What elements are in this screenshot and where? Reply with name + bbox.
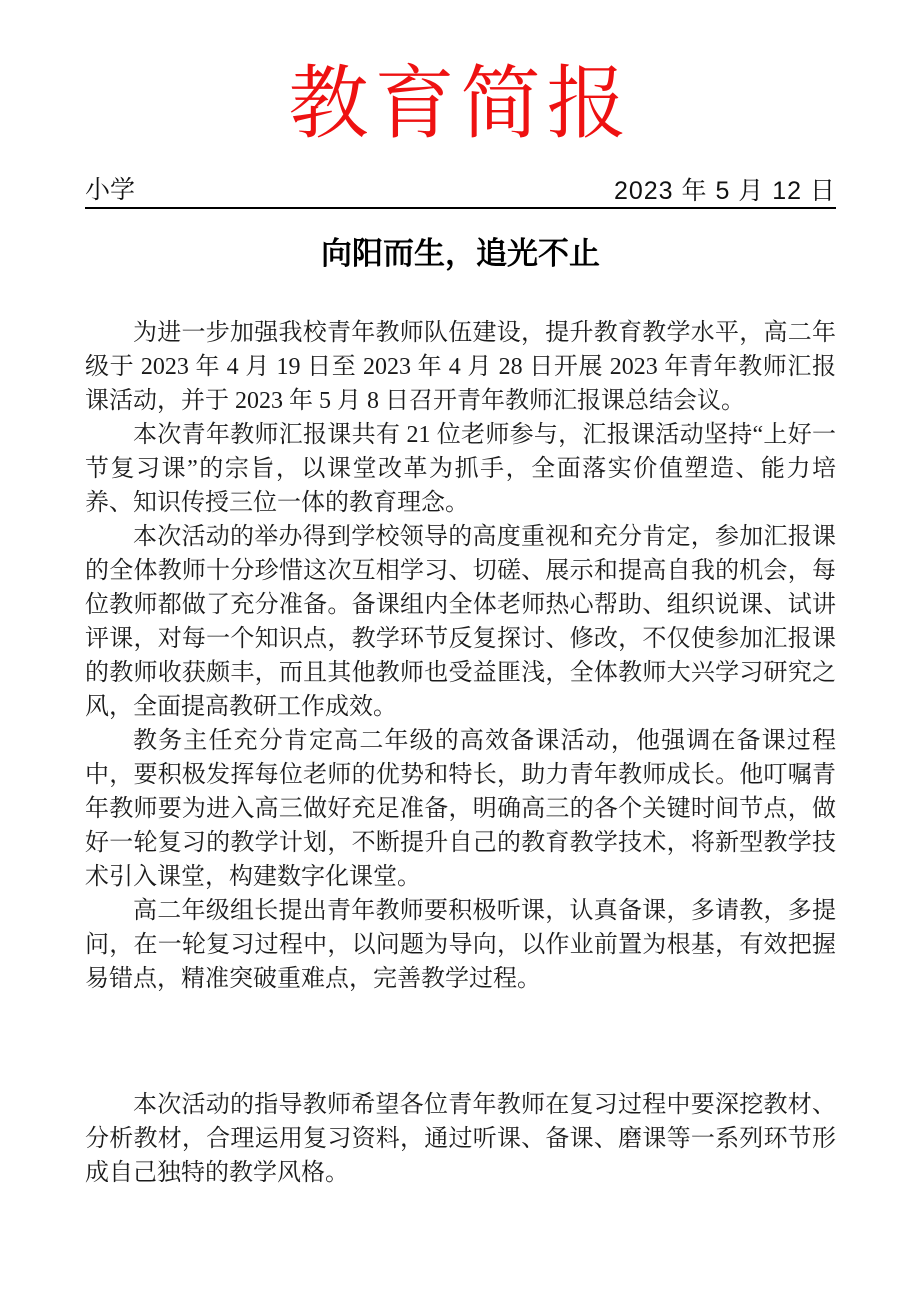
headline: 向阳而生，追光不止 bbox=[321, 236, 600, 272]
bulletin-title: 教育简报 bbox=[288, 61, 633, 149]
paragraph-closing: 本次活动的指导教师希望各位青年教师在复习过程中要深挖教材、分析教材，合理运用复习资料，通过听课、备课、磨课等一系列环节形成自己独特的教学风格。 bbox=[85, 1092, 836, 1187]
paragraph-dean-comments: 教务主任充分肯定高二年级的高效备课活动，他强调在备课过程中，要积极发挥每位老师的优势和特长，助力青年教师成长。他叮嘱青年教师要为进入高三做好充足准备，明确高三的各个关键时间节点，做好一轮复习的教学计划，不断提升自己的教育教学技术，将新型教学技术引入课堂，构建数字化课堂。 bbox=[85, 728, 836, 891]
paragraph-preparation: 本次活动的举办得到学校领导的高度重视和充分肯定，参加汇报课的全体教师十分珍惜这次互相学习、切磋、展示和提高自我的机会，每位教师都做了充分准备。备课组内全体老师热心帮助、组织说课、试讲评课，对每一个知识点，教学环节反复探讨、修改，不仅使参加汇报课的教师收获颇丰，而且其他教师也受益匪浅，全体教师大兴学习研究之风，全面提高教研工作成效。 bbox=[85, 524, 836, 721]
school-name: 小学 bbox=[85, 177, 136, 205]
paragraph-overview: 本次青年教师汇报课共有 21 位老师参与，汇报课活动坚持“上好一节复习课”的宗旨，以课堂改革为抓手，全面落实价值塑造、能力培养、知识传授三位一体的教育理念。 bbox=[85, 422, 836, 517]
paragraph-intro: 为进一步加强我校青年教师队伍建设，提升教育教学水平，高二年级于 2023 年 4 月 19 日至 2023 年 4 月 28 日开展 2023 年青年教师汇报课活动，并于 2023 年 5 月 8 日召开青年教师汇报课总结会议。 bbox=[85, 320, 836, 415]
meta-row bbox=[85, 176, 836, 209]
paragraph-grade-leader-comments: 高二年级组长提出青年教师要积极听课，认真备课，多请教，多提问，在一轮复习过程中，以问题为导向，以作业前置为根基，有效把握易错点，精准突破重难点，完善教学过程。 bbox=[85, 898, 836, 993]
body-text bbox=[85, 316, 836, 1190]
issue-date: 2023 年 5 月 12 日 bbox=[613, 177, 836, 206]
